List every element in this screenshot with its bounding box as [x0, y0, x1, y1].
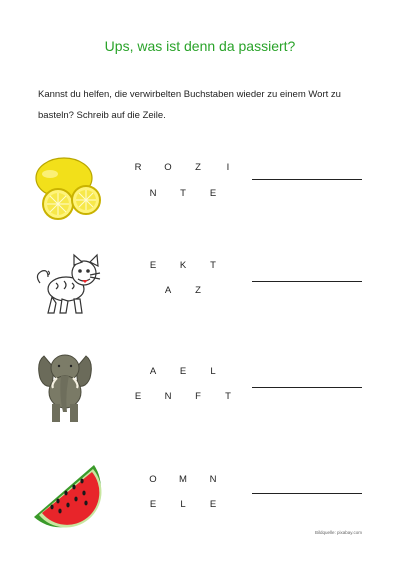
- letter: T: [210, 260, 216, 271]
- letter: R: [134, 162, 142, 173]
- letter: E: [149, 260, 157, 271]
- worksheet-title: Ups, was ist denn da passiert?: [104, 38, 296, 54]
- letter: O: [149, 474, 157, 485]
- letter: L: [180, 499, 186, 510]
- letter: L: [210, 366, 216, 377]
- instructions: Kannst du helfen, die verwirbelten Buchstaben wieder zu einem Wort zu basteln? Schreib auf die Zeile.: [38, 89, 341, 121]
- exercise-row-watermelon: [0, 455, 400, 555]
- letters-line-1: [128, 162, 238, 173]
- letter: M: [179, 474, 187, 485]
- answer-line[interactable]: [252, 387, 362, 388]
- letter: N: [149, 188, 157, 199]
- letters-line-2: [128, 391, 238, 402]
- letter: Z: [195, 162, 201, 173]
- letter: T: [225, 391, 231, 402]
- letter: K: [179, 260, 187, 271]
- letter: T: [180, 188, 186, 199]
- letter: E: [209, 499, 217, 510]
- elephant-image: [30, 346, 110, 426]
- letter: E: [149, 499, 157, 510]
- exercise-row-elephant: [0, 350, 400, 450]
- letter: O: [164, 162, 172, 173]
- lemon-image: [30, 148, 110, 228]
- letter: F: [195, 391, 201, 402]
- answer-line[interactable]: [252, 179, 362, 180]
- letters-line-1: [128, 366, 238, 377]
- answer-line[interactable]: [252, 493, 362, 494]
- letter: Z: [195, 285, 201, 296]
- letters-line-2: [128, 499, 238, 510]
- letter: N: [209, 474, 217, 485]
- exercise-row-lemon: [0, 140, 400, 240]
- letter: A: [164, 285, 172, 296]
- answer-line[interactable]: [252, 281, 362, 282]
- letter: E: [209, 188, 217, 199]
- letter: N: [164, 391, 172, 402]
- letters-line-1: [128, 474, 238, 485]
- letters-line-2: [128, 188, 238, 199]
- exercise-row-cat: [0, 245, 400, 345]
- letter: E: [134, 391, 142, 402]
- letter: E: [179, 366, 187, 377]
- letters-line-1: [128, 260, 238, 271]
- cat-image: [30, 253, 110, 333]
- image-credit: Bildquelle: pixabay.com: [315, 530, 362, 535]
- letters-line-2: [128, 285, 238, 296]
- letter: A: [149, 366, 157, 377]
- letter: I: [226, 162, 230, 173]
- watermelon-image: [30, 459, 110, 539]
